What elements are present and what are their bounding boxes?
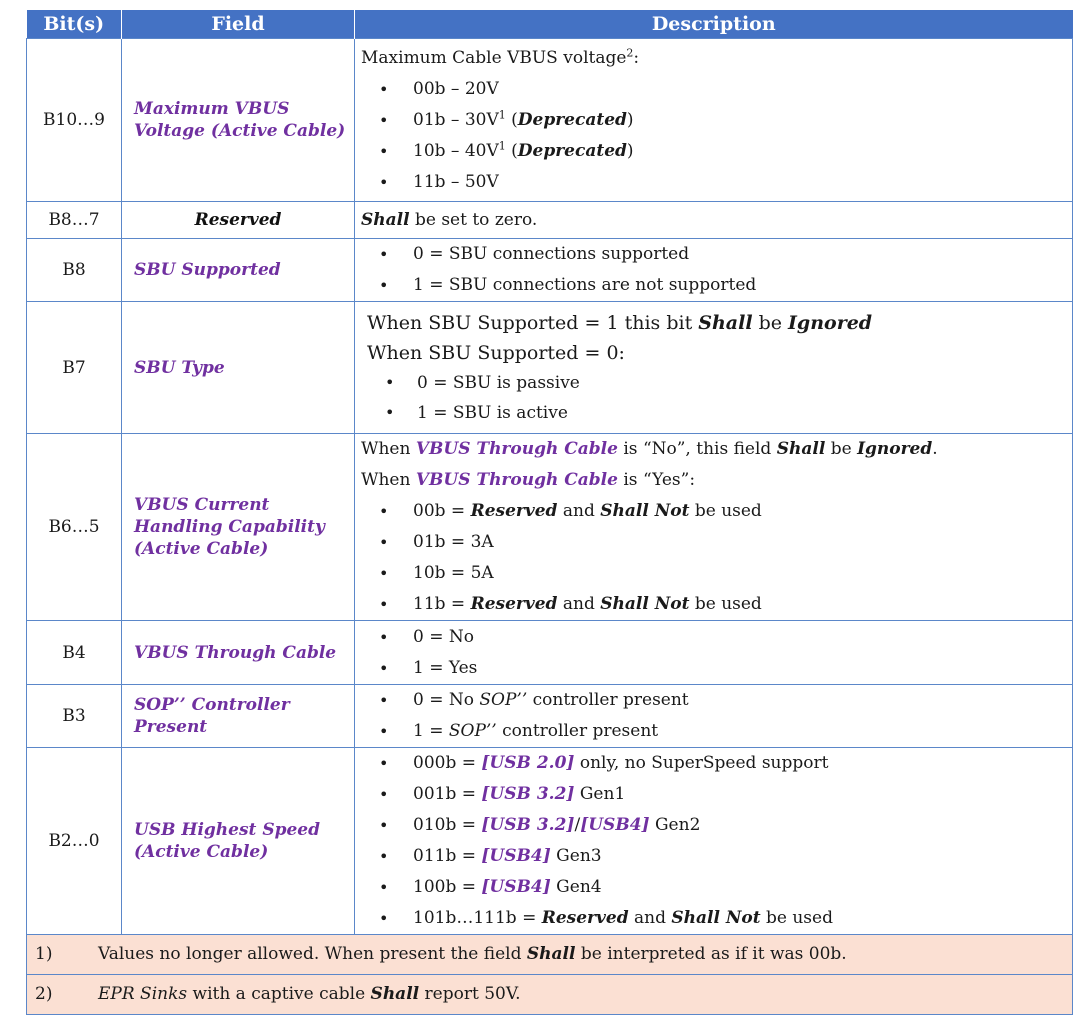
- description-cell: [355, 434, 1073, 621]
- field-cell: [122, 685, 355, 748]
- bits-cell: B8…7: [27, 202, 122, 239]
- list-item: • 11b = Reserved and Shall Not be used: [361, 589, 1066, 620]
- footnote-text: Values no longer allowed. When present the field Shall be interpreted as if it was 00b.: [98, 944, 847, 964]
- list-item: • 11b – 50V: [361, 167, 1066, 198]
- bits-cell: B2…0: [27, 748, 122, 935]
- description-cell: [355, 685, 1073, 748]
- list-item: • $01b - 30V^1$ (Deprecated): [361, 105, 1066, 136]
- list-item: • 0 = No: [361, 622, 1066, 653]
- footnote-row: [27, 935, 1073, 975]
- footnote-number: 1): [35, 944, 53, 964]
- footnote-cell: [27, 935, 1073, 975]
- footnote-text: EPR Sinks with a captive cable Shall report 50V.: [98, 984, 521, 1004]
- field-name: SOP’’ Controller Present: [134, 695, 290, 737]
- field-name: VBUS Current Handling Capability (Active Cable): [134, 495, 325, 559]
- field-cell: [122, 239, 355, 302]
- field-name: SBU Supported: [134, 260, 281, 280]
- list-item: • $10b - 40V^1$ (Deprecated): [361, 136, 1066, 167]
- footnote-cell: [27, 975, 1073, 1015]
- list-item: • 1 = SBU is active: [361, 398, 1066, 428]
- list-item: • 1 = SBU connections are not supported: [361, 270, 1066, 301]
- list-item: • 10b = 5A: [361, 558, 1066, 589]
- table-row: [27, 239, 1073, 302]
- field-name: USB Highest Speed (Active Cable): [134, 820, 320, 862]
- bits-cell: B10…9: [27, 39, 122, 202]
- description-cell: [355, 239, 1073, 302]
- list-item: • 011b = [USB4] Gen3: [361, 841, 1066, 872]
- list-item: • 010b = [USB 3.2]/[USB4] Gen2: [361, 810, 1066, 841]
- table-row: [27, 302, 1073, 434]
- list-item: • 101b…111b = Reserved and Shall Not be used: [361, 903, 1066, 934]
- description-text: Shall be set to zero.: [361, 209, 538, 230]
- description-line: When VBUS Through Cable is “No”, this field Shall be Ignored.: [361, 439, 938, 459]
- field-name: Maximum VBUS Voltage (Active Cable): [134, 99, 346, 141]
- field-cell: [122, 748, 355, 935]
- list-item: • 0 = SBU connections supported: [361, 239, 1066, 270]
- table-row: [27, 685, 1073, 748]
- list-item: • 1 = Yes: [361, 653, 1066, 684]
- list-item: • 000b = [USB 2.0] only, no SuperSpeed support: [361, 748, 1066, 779]
- description-cell: [355, 39, 1073, 202]
- vdo-field-table: [26, 10, 1073, 1015]
- description-cell: [355, 748, 1073, 935]
- field-name: VBUS Through Cable: [134, 642, 337, 663]
- list-item: • 0 = No SOP’’ controller present: [361, 685, 1066, 716]
- bits-column-header: Bit(s): [27, 10, 122, 39]
- list-item: • 00b – 20V: [361, 74, 1066, 105]
- table-row: [27, 202, 1073, 239]
- footnote: [27, 935, 1072, 974]
- bits-cell: B8: [27, 239, 122, 302]
- description-intro: Maximum Cable VBUS voltage$^2$:: [361, 45, 640, 68]
- field-cell: [122, 434, 355, 621]
- list-item: • 001b = [USB 3.2] Gen1: [361, 779, 1066, 810]
- list-item: • 100b = [USB4] Gen4: [361, 872, 1066, 903]
- list-item: • 01b = 3A: [361, 527, 1066, 558]
- table-row: [27, 748, 1073, 935]
- footnote-ref: 2: [626, 45, 634, 59]
- footnote-number: 2): [35, 984, 53, 1004]
- bits-cell: B6…5: [27, 434, 122, 621]
- table-row: [27, 434, 1073, 621]
- description-column-header: Description: [355, 10, 1073, 39]
- description-cell: [355, 202, 1073, 239]
- table-row: [27, 621, 1073, 685]
- table-header-row: [27, 10, 1073, 39]
- field-cell: [122, 202, 355, 239]
- field-cell: [122, 302, 355, 434]
- footnote-row: [27, 975, 1073, 1015]
- description-line: When SBU Supported = 0:: [367, 341, 625, 364]
- bits-cell: B3: [27, 685, 122, 748]
- field-column-header: Field: [122, 10, 355, 39]
- intro-text: Maximum Cable VBUS voltage: [361, 47, 627, 68]
- description-line: When VBUS Through Cable is “Yes”:: [361, 470, 696, 490]
- description-cell: [355, 302, 1073, 434]
- bits-cell: B7: [27, 302, 122, 434]
- list-item: • 00b = Reserved and Shall Not be used: [361, 496, 1066, 527]
- field-name: SBU Type: [134, 357, 225, 378]
- field-name: Reserved: [194, 210, 282, 230]
- table-row: [27, 39, 1073, 202]
- footnote: [27, 975, 1072, 1014]
- description-cell: [355, 621, 1073, 685]
- list-item: • 0 = SBU is passive: [361, 368, 1066, 398]
- field-cell: [122, 39, 355, 202]
- bits-cell: B4: [27, 621, 122, 685]
- list-item: • 1 = SOP’’ controller present: [361, 716, 1066, 747]
- field-cell: [122, 621, 355, 685]
- description-line: When SBU Supported = 1 this bit Shall be Ignored: [367, 311, 873, 334]
